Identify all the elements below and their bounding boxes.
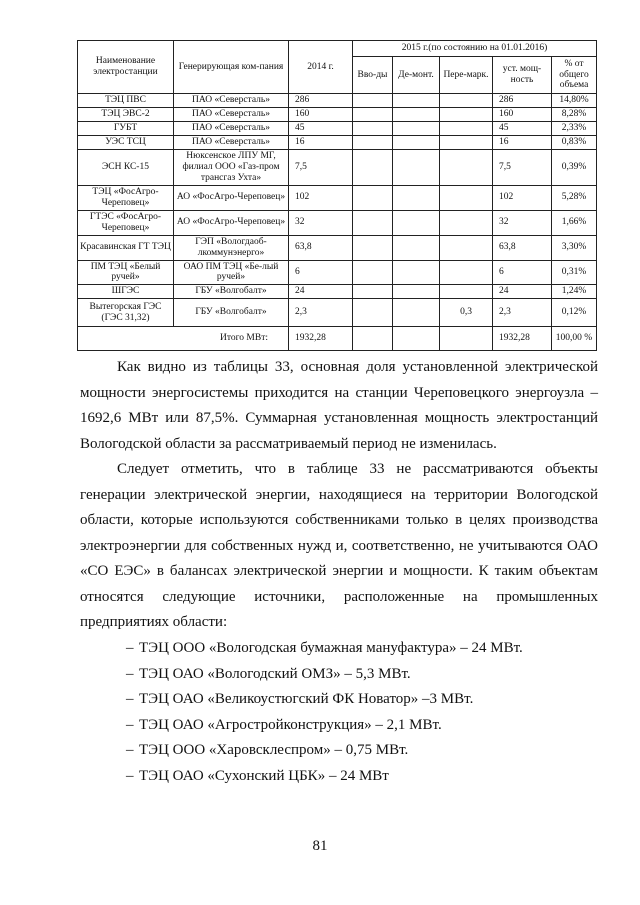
list-dash-marker: – <box>126 691 134 708</box>
header-station: Наименование электростанции <box>78 41 174 94</box>
table-row <box>78 260 597 285</box>
list-item <box>80 764 600 790</box>
list-item-text: ТЭЦ ООО «Харовсклеспром» – 0,75 МВт. <box>139 742 409 759</box>
remark-cell <box>440 285 493 299</box>
list-dash-marker: – <box>126 665 134 682</box>
percent-cell: 0,83% <box>552 136 597 150</box>
company-cell: АО «ФосАгро-Череповец» <box>174 186 289 211</box>
company-cell: ПАО «Северсталь» <box>174 122 289 136</box>
generation-sources-list <box>80 636 600 790</box>
installed-cell: 7,5 <box>493 150 552 186</box>
paragraph-2-text: Следует отметить, что в таблице 33 не рассматриваются объекты генерации электрической энергии, находящиеся на территории Вологодской области, которые используются собственниками только в целях производства электроэнергии для собственных нужд и, соответственно, не учитываются ОАО «СО ЕЭС» в балансах электрической энергии и мощности. К таким объектам относятся следующие источники, расположенные на промышленных предприятиях области: <box>80 461 598 630</box>
dismantle-cell <box>393 122 440 136</box>
total-row <box>78 327 597 351</box>
header-company: Генерирующая ком-пания <box>174 41 289 94</box>
header-2014: 2014 г. <box>289 41 353 94</box>
header-percent: % от общего объема <box>552 57 597 94</box>
percent-cell: 8,28% <box>552 108 597 122</box>
company-cell: ГБУ «Волгобалт» <box>174 285 289 299</box>
paragraph-1 <box>80 355 598 457</box>
company-cell: ГЭП «Вологдаоб-лкоммунэнерго» <box>174 235 289 260</box>
dismantle-cell <box>393 285 440 299</box>
installed-cell: 286 <box>493 94 552 108</box>
dismantle-cell <box>393 108 440 122</box>
station-cell: ТЭЦ ПВС <box>78 94 174 108</box>
station-cell: ШГЭС <box>78 285 174 299</box>
input-cell <box>353 210 393 235</box>
percent-cell: 14,80% <box>552 94 597 108</box>
installed-cell: 102 <box>493 186 552 211</box>
value-2014-cell: 16 <box>289 136 353 150</box>
percent-cell: 3,30% <box>552 235 597 260</box>
station-cell: ТЭЦ ЭВС-2 <box>78 108 174 122</box>
station-cell: Красавинская ГТ ТЭЦ <box>78 235 174 260</box>
list-item <box>80 687 600 713</box>
table-row <box>78 94 597 108</box>
remark-cell: 0,3 <box>440 299 493 327</box>
installed-cell: 45 <box>493 122 552 136</box>
remark-cell <box>440 136 493 150</box>
table-row <box>78 210 597 235</box>
input-cell <box>353 136 393 150</box>
input-cell <box>353 150 393 186</box>
table-row <box>78 108 597 122</box>
company-cell: ПАО «Северсталь» <box>174 108 289 122</box>
input-cell <box>353 299 393 327</box>
input-cell <box>353 94 393 108</box>
value-2014-cell: 45 <box>289 122 353 136</box>
station-cell: ТЭЦ «ФосАгро-Череповец» <box>78 186 174 211</box>
company-cell: ОАО ПМ ТЭЦ «Бе-лый ручей» <box>174 260 289 285</box>
header-installed: уст. мощ-ность <box>493 57 552 94</box>
total-percent: 100,00 % <box>552 327 597 351</box>
power-plants-table-wrapper <box>77 40 596 351</box>
value-2014-cell: 2,3 <box>289 299 353 327</box>
table-row <box>78 299 597 327</box>
remark-cell <box>440 235 493 260</box>
list-item <box>80 636 600 662</box>
input-cell <box>353 108 393 122</box>
list-dash-marker: – <box>126 640 134 656</box>
total-dismantle <box>393 327 440 351</box>
station-cell: УЭС ТСЦ <box>78 136 174 150</box>
percent-cell: 1,24% <box>552 285 597 299</box>
company-cell: АО «ФосАгро-Череповец» <box>174 210 289 235</box>
input-cell <box>353 235 393 260</box>
list-item-text: ТЭЦ ООО «Вологодская бумажная мануфактура» – 24 МВт. <box>139 640 523 656</box>
value-2014-cell: 102 <box>289 186 353 211</box>
input-cell <box>353 122 393 136</box>
list-dash-marker: – <box>126 716 134 733</box>
header-dismantle: Де-монт. <box>393 57 440 94</box>
table-row <box>78 186 597 211</box>
company-cell: Нюксенское ЛПУ МГ, филиал ООО «Газ-пром трансгаз Ухта» <box>174 150 289 186</box>
table-row <box>78 136 597 150</box>
header-2015-group: 2015 г.(по состоянию на 01.01.2016) <box>353 41 597 57</box>
value-2014-cell: 6 <box>289 260 353 285</box>
list-item <box>80 662 600 688</box>
table-row <box>78 150 597 186</box>
input-cell <box>353 186 393 211</box>
installed-cell: 2,3 <box>493 299 552 327</box>
percent-cell: 1,66% <box>552 210 597 235</box>
list-item <box>80 738 600 764</box>
remark-cell <box>440 260 493 285</box>
page-number: 81 <box>312 838 328 854</box>
remark-cell <box>440 186 493 211</box>
installed-cell: 63,8 <box>493 235 552 260</box>
station-cell: ПМ ТЭЦ «Белый ручей» <box>78 260 174 285</box>
list-item-text: ТЭЦ ОАО «Сухонский ЦБК» – 24 МВт <box>139 767 389 784</box>
value-2014-cell: 286 <box>289 94 353 108</box>
input-cell <box>353 285 393 299</box>
installed-cell: 24 <box>493 285 552 299</box>
remark-cell <box>440 122 493 136</box>
dismantle-cell <box>393 260 440 285</box>
value-2014-cell: 32 <box>289 210 353 235</box>
table-row <box>78 122 597 136</box>
remark-cell <box>440 94 493 108</box>
dismantle-cell <box>393 150 440 186</box>
input-cell <box>353 260 393 285</box>
list-dash-marker: – <box>126 742 134 759</box>
percent-cell: 0,31% <box>552 260 597 285</box>
list-item-text: ТЭЦ ОАО «Вологодский ОМЗ» – 5,3 МВт. <box>139 665 411 682</box>
total-2014: 1932,28 <box>289 327 353 351</box>
header-remark: Пере-марк. <box>440 57 493 94</box>
station-cell: Вытегорская ГЭС (ГЭС 31,32) <box>78 299 174 327</box>
list-dash-marker: – <box>126 767 134 784</box>
dismantle-cell <box>393 136 440 150</box>
paragraph-2 <box>80 457 598 636</box>
dismantle-cell <box>393 210 440 235</box>
table-row <box>78 235 597 260</box>
station-cell: ЭСН КС-15 <box>78 150 174 186</box>
company-cell: ПАО «Северсталь» <box>174 136 289 150</box>
list-item-text: ТЭЦ ОАО «Великоустюгский ФК Новатор» –3 МВт. <box>139 691 474 708</box>
total-remark <box>440 327 493 351</box>
dismantle-cell <box>393 186 440 211</box>
value-2014-cell: 63,8 <box>289 235 353 260</box>
value-2014-cell: 7,5 <box>289 150 353 186</box>
station-cell: ГТЭС «ФосАгро-Череповец» <box>78 210 174 235</box>
percent-cell: 5,28% <box>552 186 597 211</box>
remark-cell <box>440 108 493 122</box>
dismantle-cell <box>393 235 440 260</box>
percent-cell: 0,39% <box>552 150 597 186</box>
total-label: Итого МВт: <box>78 327 289 351</box>
station-cell: ГУБТ <box>78 122 174 136</box>
percent-cell: 2,33% <box>552 122 597 136</box>
list-item <box>80 713 600 739</box>
dismantle-cell <box>393 299 440 327</box>
percent-cell: 0,12% <box>552 299 597 327</box>
value-2014-cell: 24 <box>289 285 353 299</box>
installed-cell: 16 <box>493 136 552 150</box>
value-2014-cell: 160 <box>289 108 353 122</box>
header-input: Вво-ды <box>353 57 393 94</box>
dismantle-cell <box>393 94 440 108</box>
list-item-text: ТЭЦ ОАО «Агростройконструкция» – 2,1 МВт. <box>139 716 442 733</box>
remark-cell <box>440 210 493 235</box>
installed-cell: 32 <box>493 210 552 235</box>
remark-cell <box>440 150 493 186</box>
company-cell: ГБУ «Волгобалт» <box>174 299 289 327</box>
paragraph-1-text: Как видно из таблицы 33, основная доля установленной электрической мощности энергосистемы приходится на станции Череповецкого энергоузла – 1692,6 МВт или 87,5%. Суммарная установленная мощность электростанций Вологодской области за рассматриваемый период не изменилась. <box>80 359 598 452</box>
installed-cell: 160 <box>493 108 552 122</box>
table-row <box>78 285 597 299</box>
power-plants-table <box>77 40 597 351</box>
total-installed: 1932,28 <box>493 327 552 351</box>
installed-cell: 6 <box>493 260 552 285</box>
total-input <box>353 327 393 351</box>
company-cell: ПАО «Северсталь» <box>174 94 289 108</box>
